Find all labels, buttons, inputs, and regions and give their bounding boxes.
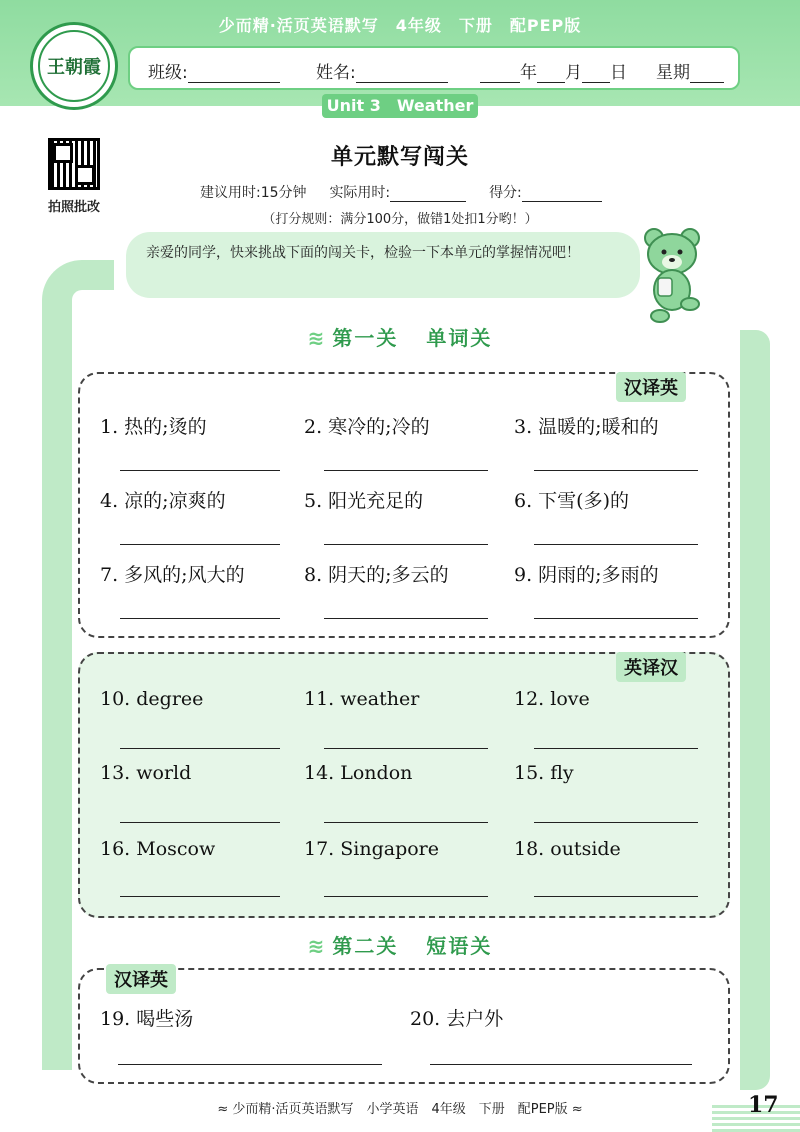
word-item: 3. 温暖的;暖和的: [514, 416, 659, 438]
answer-line[interactable]: [120, 896, 280, 897]
cn-to-en-box: [78, 372, 730, 638]
en-to-cn-tag: 英译汉: [616, 652, 686, 682]
class-label: 班级:: [148, 63, 188, 83]
answer-line[interactable]: [324, 618, 488, 619]
day-label: 日: [610, 63, 627, 83]
score-blank[interactable]: [522, 188, 602, 202]
page-number: 17: [748, 1092, 779, 1118]
page-title: 单元默写闯关: [330, 145, 469, 170]
answer-line[interactable]: [120, 822, 280, 823]
cn-to-en-tag: 汉译英: [616, 372, 686, 402]
section1-title-b: 单词关: [426, 326, 493, 350]
answer-line[interactable]: [120, 470, 280, 471]
answer-line[interactable]: [120, 544, 280, 545]
answer-line[interactable]: [534, 544, 698, 545]
word-item: 5. 阳光充足的: [304, 490, 424, 512]
wave-icon: ≋: [307, 326, 327, 350]
answer-line[interactable]: [534, 748, 698, 749]
unit-tag: Unit 3 Weather: [322, 94, 478, 118]
word-item: 12. love: [514, 688, 590, 710]
word-item: 1. 热的;烫的: [100, 416, 207, 438]
section2-title-a: 第二关: [332, 934, 399, 958]
year-label: 年: [520, 63, 537, 83]
section2-title-b: 短语关: [426, 934, 493, 958]
suggested-time: 建议用时:15分钟: [200, 185, 307, 201]
month-label: 月: [565, 63, 582, 83]
word-item: 6. 下雪(多)的: [514, 490, 629, 512]
decorative-path-right: [740, 330, 770, 1090]
meta-line: [200, 182, 602, 202]
answer-line[interactable]: [118, 1064, 382, 1065]
word-item: 11. weather: [304, 688, 420, 710]
answer-line[interactable]: [324, 896, 488, 897]
answer-line[interactable]: [324, 544, 488, 545]
word-item: 18. outside: [514, 838, 621, 860]
weekday-label: 星期: [656, 63, 690, 83]
series-title: 少而精·活页英语默写 4年级 下册 配PEP版: [218, 16, 582, 35]
answer-line[interactable]: [324, 748, 488, 749]
answer-line[interactable]: [120, 618, 280, 619]
en-to-cn-box: [78, 652, 730, 918]
actual-time-label: 实际用时:: [329, 185, 391, 201]
phrase-box: [78, 968, 730, 1084]
word-item: 14. London: [304, 762, 413, 784]
score-label: 得分:: [489, 185, 522, 201]
name-field[interactable]: [316, 58, 448, 83]
word-item: 4. 凉的;凉爽的: [100, 490, 226, 512]
phrase-item: 20. 去户外: [410, 1008, 504, 1030]
phrase-item: 19. 喝些汤: [100, 1008, 194, 1030]
word-item: 8. 阴天的;多云的: [304, 564, 449, 586]
footer-text: ≈ 少而精·活页英语默写 小学英语 4年级 下册 配PEP版 ≈: [217, 1102, 583, 1117]
word-item: 9. 阴雨的;多雨的: [514, 564, 659, 586]
logo-text: 王朝霞: [38, 30, 110, 102]
word-item: 15. fly: [514, 762, 574, 784]
word-item: 7. 多风的;风大的: [100, 564, 245, 586]
date-field[interactable]: [480, 58, 627, 83]
word-item: 16. Moscow: [100, 838, 216, 860]
name-label: 姓名:: [316, 63, 356, 83]
section1-heading: [0, 322, 800, 351]
answer-line[interactable]: [430, 1064, 692, 1065]
answer-line[interactable]: [534, 896, 698, 897]
word-item: 17. Singapore: [304, 838, 440, 860]
answer-line[interactable]: [534, 822, 698, 823]
answer-line[interactable]: [324, 470, 488, 471]
bear-mascot-icon: [632, 224, 712, 324]
answer-line[interactable]: [534, 470, 698, 471]
section1-title-a: 第一关: [332, 326, 399, 350]
scoring-rule: （打分规则：满分100分，做错1处扣1分哟！）: [262, 212, 538, 227]
intro-bubble: 亲爱的同学，快来挑战下面的闯关卡，检验一下本单元的掌握情况吧！: [126, 232, 640, 298]
class-field[interactable]: [148, 58, 280, 83]
answer-line[interactable]: [324, 822, 488, 823]
wave-icon: ≋: [307, 934, 327, 958]
weekday-field[interactable]: [656, 58, 724, 83]
word-item: 10. degree: [100, 688, 204, 710]
student-info-box: [128, 46, 740, 90]
header: [0, 0, 800, 115]
qr-label: 拍照批改: [47, 200, 100, 215]
publisher-logo: [30, 22, 118, 110]
answer-line[interactable]: [534, 618, 698, 619]
section2-heading: [0, 930, 800, 959]
actual-time-blank[interactable]: [390, 188, 466, 202]
answer-line[interactable]: [120, 748, 280, 749]
word-item: 2. 寒冷的;冷的: [304, 416, 430, 438]
phrase-tag: 汉译英: [106, 964, 176, 994]
word-item: 13. world: [100, 762, 192, 784]
